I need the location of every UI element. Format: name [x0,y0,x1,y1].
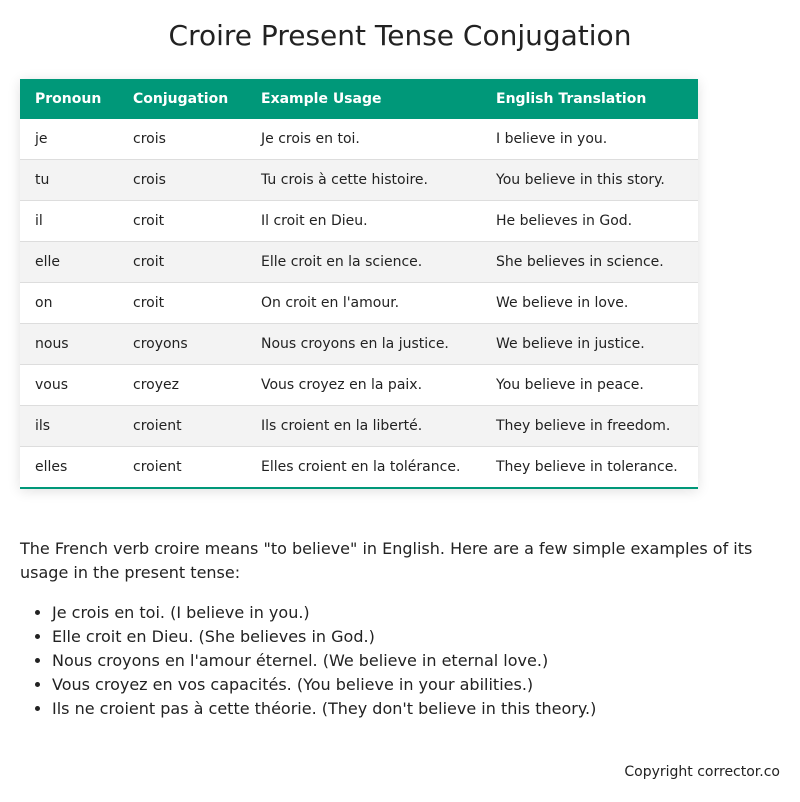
intro-paragraph: The French verb croire means "to believe" in English. Here are a few simple examples of its usage in the present tense: [20,539,753,582]
cell-english-translation: They believe in freedom. [481,406,698,447]
cell-english-translation: You believe in peace. [481,365,698,406]
table-row [20,406,698,447]
copyright-text: Copyright corrector.co [624,764,780,780]
cell-example-usage: Ils croient en la liberté. [246,406,481,447]
cell-english-translation: You believe in this story. [481,160,698,201]
table-row [20,324,698,365]
cell-example-usage: Nous croyons en la justice. [246,324,481,365]
header-english-translation: English Translation [496,91,647,107]
list-item: • Je crois en toi. (I believe in you.) [52,601,780,625]
cell-pronoun: on [20,283,118,324]
header-pronoun: Pronoun [35,91,102,107]
cell-english-translation: I believe in you. [481,119,698,160]
cell-example-usage: Vous croyez en la paix. [246,365,481,406]
cell-english-translation: We believe in justice. [481,324,698,365]
list-item: • Nous croyons en l'amour éternel. (We believe in eternal love.) [52,649,780,673]
examples-list [20,601,780,721]
cell-pronoun: il [20,201,118,242]
list-item: • Vous croyez en vos capacités. (You believe in your abilities.) [52,673,780,697]
cell-example-usage: Je crois en toi. [246,119,481,160]
cell-example-usage: On croit en l'amour. [246,283,481,324]
cell-conjugation: croient [118,406,246,447]
table-row [20,242,698,283]
table-row [20,201,698,242]
cell-conjugation: croient [133,459,182,475]
cell-example-usage: Il croit en Dieu. [246,201,481,242]
cell-example-usage: Elle croit en la science. [246,242,481,283]
list-item: • Elle croit en Dieu. (She believes in God.) [52,625,780,649]
cell-conjugation: croit [118,283,246,324]
cell-conjugation: croyez [118,365,246,406]
table-row [20,447,698,488]
conjugation-table [20,79,698,487]
cell-conjugation: croyons [118,324,246,365]
cell-conjugation: crois [118,119,246,160]
cell-pronoun: ils [20,406,118,447]
cell-pronoun: vous [20,365,118,406]
cell-pronoun: je [20,119,118,160]
table-header-row [20,79,698,119]
cell-pronoun: nous [20,324,118,365]
cell-pronoun: elles [35,459,68,475]
cell-english-translation: They believe in tolerance. [496,459,678,475]
cell-pronoun: tu [20,160,118,201]
header-example-usage: Example Usage [261,91,382,107]
table-row [20,365,698,406]
cell-conjugation: croit [118,201,246,242]
cell-example-usage: Elles croient en la tolérance. [261,459,461,475]
cell-conjugation: croit [118,242,246,283]
conjugation-table-container [20,79,698,489]
table-body [20,119,698,487]
page-title: Croire Present Tense Conjugation [168,19,632,52]
cell-example-usage: Tu crois à cette histoire. [246,160,481,201]
table-row [20,160,698,201]
header-conjugation: Conjugation [133,91,229,107]
table-row [20,283,698,324]
cell-english-translation: She believes in science. [481,242,698,283]
cell-conjugation: crois [118,160,246,201]
cell-english-translation: We believe in love. [481,283,698,324]
cell-english-translation: He believes in God. [481,201,698,242]
list-item: • Ils ne croient pas à cette théorie. (They don't believe in this theory.) [52,697,780,721]
table-row [20,119,698,160]
cell-pronoun: elle [20,242,118,283]
